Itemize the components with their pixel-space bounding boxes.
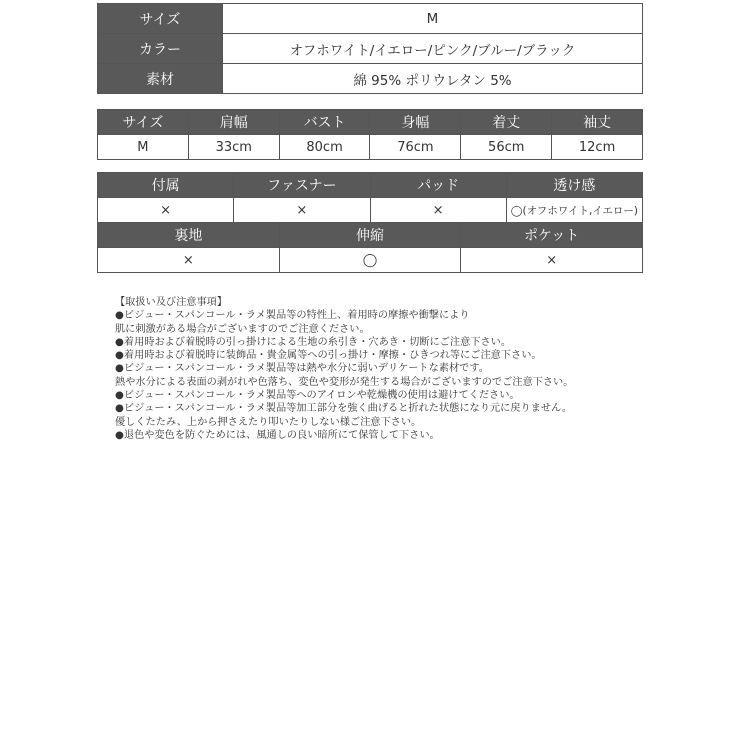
care-note-line: 熱や水分による表面の剥がれや色落ち、変色や変形が発生する場合がございますのでご注意下さい。 [115, 376, 574, 388]
col-header-pad: パッド [370, 173, 506, 198]
col-header-sheerness: 透け感 [506, 173, 642, 198]
table-row [98, 135, 643, 160]
cell-zipper: × [234, 198, 370, 223]
care-notes [115, 296, 635, 442]
detail-table-2 [97, 222, 643, 273]
care-note-line: ●ビジュー・スパンコール・ラメ製品等の特性上、着用時の摩擦や衝撃により [115, 310, 470, 322]
cell-length: 56cm [461, 135, 552, 160]
col-header-lining: 裏地 [98, 223, 280, 248]
care-note-line: ●退色や変色を防ぐためには、風通しの良い暗所にて保管して下さい。 [115, 429, 440, 441]
cell-sheerness: ◯(オフホワイト,イエロー) [506, 198, 642, 223]
product-info-table [97, 3, 643, 94]
cell-sleeve: 12cm [552, 135, 643, 160]
col-header-bust: バスト [279, 110, 370, 135]
cell-pocket: × [461, 248, 643, 273]
table-row [98, 198, 643, 223]
col-header-shoulder: 肩幅 [188, 110, 279, 135]
size-measurement-table [97, 109, 643, 160]
col-header-sleeve: 袖丈 [552, 110, 643, 135]
col-header-body-width: 身幅 [370, 110, 461, 135]
table-header-row [98, 110, 643, 135]
col-header-size: サイズ [98, 110, 189, 135]
table-row [98, 64, 643, 94]
care-note-line: ●着用時および着脱時に装飾品・貴金属等への引っ掛け・摩擦・ひきつれ等にご注意下さい。 [115, 350, 542, 362]
care-note-line: ●着用時および着脱時の引っ掛けによる生地の糸引き・穴あき・切断にご注意下さい。 [115, 336, 512, 348]
cell-size: M [98, 135, 189, 160]
material-value: 綿 95% ポリウレタン 5% [223, 64, 643, 94]
cell-bust: 80cm [279, 135, 370, 160]
color-label: カラー [98, 34, 223, 64]
col-header-stretch: 伸縮 [279, 223, 461, 248]
size-value: M [223, 4, 643, 34]
col-header-zipper: ファスナー [234, 173, 370, 198]
color-value: オフホワイト/イエロー/ピンク/ブルー/ブラック [223, 34, 643, 64]
table-header-row [98, 223, 643, 248]
care-note-line: ●ビジュー・スパンコール・ラメ製品等加工部分を強く曲げると折れた状態になり元に戻りません。 [115, 403, 573, 415]
col-header-length: 着丈 [461, 110, 552, 135]
table-row [98, 34, 643, 64]
cell-body-width: 76cm [370, 135, 461, 160]
care-note-line: ●ビジュー・スパンコール・ラメ製品等は熱や水分に弱いデリケートな素材です。 [115, 363, 489, 375]
cell-stretch: ◯ [279, 248, 461, 273]
detail-table-1 [97, 172, 643, 223]
cell-pad: × [370, 198, 506, 223]
care-notes-heading: 【取扱い及び注意事項】 [115, 297, 228, 308]
col-header-accessories: 付属 [98, 173, 234, 198]
care-note-line: 肌に刺激がある場合がございますのでご注意ください。 [115, 323, 370, 335]
col-header-pocket: ポケット [461, 223, 643, 248]
material-label: 素材 [98, 64, 223, 94]
cell-accessories: × [98, 198, 234, 223]
table-header-row [98, 173, 643, 198]
table-row [98, 4, 643, 34]
care-note-line: 優しくたたみ、上から押さえたり叩いたりしない様ご注意下さい。 [115, 416, 422, 428]
care-note-line: ●ビジュー・スパンコール・ラメ製品等へのアイロンや乾燥機の使用は避けてください。 [115, 390, 520, 402]
size-label: サイズ [98, 4, 223, 34]
cell-shoulder: 33cm [188, 135, 279, 160]
cell-lining: × [98, 248, 280, 273]
table-row [98, 248, 643, 273]
